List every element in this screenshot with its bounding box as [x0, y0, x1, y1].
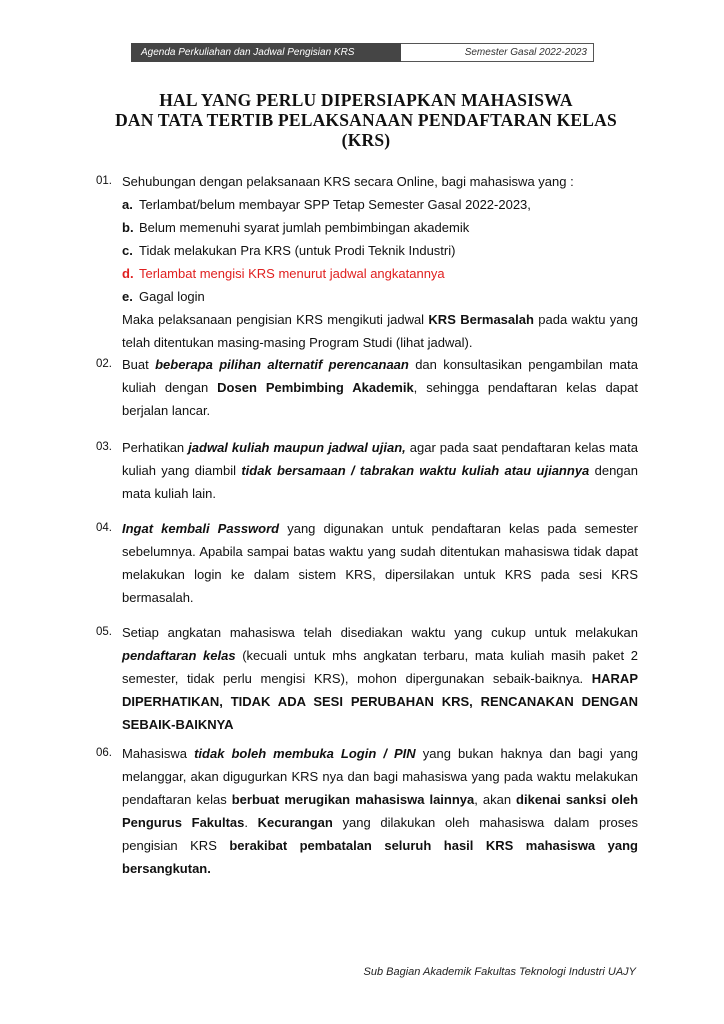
header-left-label: Agenda Perkuliahan dan Jadwal Pengisian KRS	[131, 43, 401, 62]
item-01-closing: Maka pelaksanaan pengisian KRS mengikuti jadwal KRS Bermasalah pada waktu yang telah ditentukan masing-masing Program Studi (lihat jadwal).	[122, 312, 638, 350]
item-03-text: Perhatikan jadwal kuliah maupun jadwal ujian, agar pada saat pendaftaran kelas mata kuliah yang diambil tidak bersamaan / tabrakan waktu kuliah atau ujiannya dengan mata kuliah lain.	[122, 440, 638, 501]
sub-item-e: e. Gagal login	[122, 289, 205, 304]
footer-label: Sub Bagian Akademik Fakultas Teknologi Industri UAJY	[363, 966, 636, 978]
item-number: 01.	[96, 175, 112, 187]
item-04-text: Ingat kembali Password yang digunakan untuk pendaftaran kelas pada semester sebelumnya. Apabila sampai batas waktu yang sudah ditentukan mahasiswa tidak dapat melakukan login ke dalam sistem KRS, dipersilakan untuk KRS pada sesi KRS bermasalah.	[122, 521, 638, 605]
sub-item-d: d. Terlambat mengisi KRS menurut jadwal angkatannya	[122, 266, 445, 281]
list-item-05	[96, 621, 638, 736]
list-item-03	[96, 436, 638, 505]
sub-item-b: b. Belum memenuhi syarat jumlah pembimbingan akademik	[122, 220, 470, 235]
item-number: 06.	[96, 747, 112, 759]
document-title	[96, 90, 636, 150]
title-line-3: (KRS)	[341, 130, 391, 150]
item-number: 05.	[96, 626, 112, 638]
item-01-intro: Sehubungan dengan pelaksanaan KRS secara Online, bagi mahasiswa yang :	[122, 174, 574, 189]
item-02-text: Buat beberapa pilihan alternatif perencanaan dan konsultasikan pengambilan mata kuliah dengan Dosen Pembimbing Akademik, sehingga pendaftaran kelas dapat berjalan lancar.	[122, 357, 638, 418]
item-number: 03.	[96, 441, 112, 453]
item-06-text: Mahasiswa tidak boleh membuka Login / PIN yang bukan haknya dan bagi yang melanggar, akan digugurkan KRS nya dan bagi mahasiswa yang pada waktu melakukan pendaftaran kelas berbuat merugikan mahasiswa lainnya, akan dikenai sanksi oleh Pengurus Fakultas. Kecurangan yang dilakukan oleh mahasiswa dalam proses pengisian KRS berakibat pembatalan seluruh hasil KRS mahasiswa yang bersangkutan.	[122, 746, 639, 876]
list-item-02	[96, 353, 638, 422]
title-line-1: HAL YANG PERLU DIPERSIAPKAN MAHASISWA	[159, 90, 573, 110]
title-line-2: DAN TATA TERTIB PELAKSANAAN PENDAFTARAN KELAS	[115, 110, 617, 130]
sub-item-a: a. Terlambat/belum membayar SPP Tetap Semester Gasal 2022-2023,	[122, 197, 531, 212]
list-item-01	[96, 170, 638, 354]
sub-item-c: c. Tidak melakukan Pra KRS (untuk Prodi Teknik Industri)	[122, 243, 456, 258]
list-item-04	[96, 517, 638, 609]
header-right-label: Semester Gasal 2022-2023	[401, 43, 594, 62]
item-number: 04.	[96, 522, 112, 534]
item-number: 02.	[96, 358, 112, 370]
item-05-text: Setiap angkatan mahasiswa telah disediakan waktu yang cukup untuk melakukan pendaftaran kelas (kecuali untuk mhs angkatan terbaru, mata kuliah masih paket 2 semester, tidak perlu mengisi KRS), mohon dipergunakan sebaik-baiknya. HARAP DIPERHATIKAN, TIDAK ADA SESI PERUBAHAN KRS, RENCANAKAN DENGAN SEBAIK-BAIKNYA	[122, 625, 638, 732]
list-item-06	[96, 742, 638, 880]
